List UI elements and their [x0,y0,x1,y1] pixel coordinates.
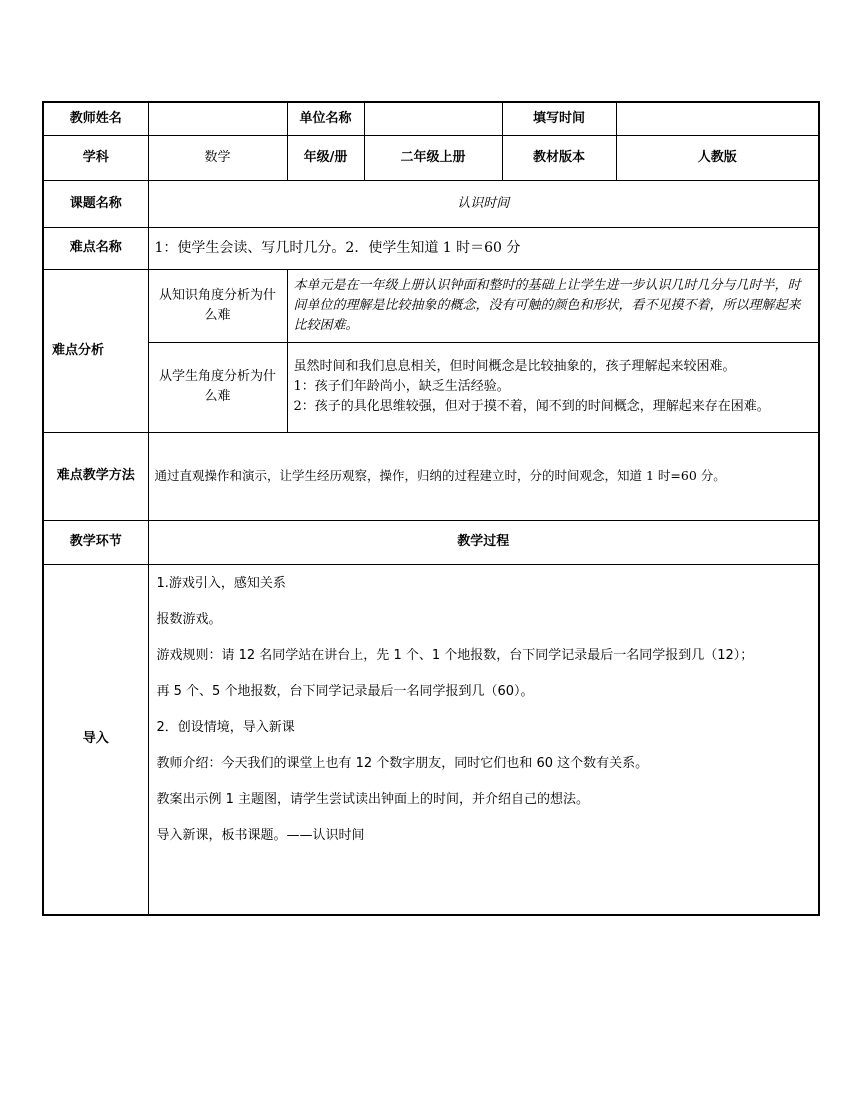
method-row [43,432,819,520]
difficulty-value: 1：使学生会读、写几时几分。2．使学生知道 1 时＝60 分 [148,227,819,269]
difficulty-row [43,227,819,269]
topic-row [43,180,819,227]
unit-value [364,102,502,135]
teacher-name-label: 教师姓名 [43,102,148,135]
unit-label: 单位名称 [287,102,364,135]
stage-header-label: 教学环节 [43,520,148,564]
edition-label: 教材版本 [502,135,616,180]
intro-stage-label: 导入 [43,564,148,915]
intro-paragraph: 报数游戏。 [156,611,222,627]
student-angle-text [287,342,819,432]
intro-paragraph: 2．创设情境，导入新课 [156,719,295,735]
process-header-row [43,520,819,564]
analysis-knowledge-row [43,269,819,342]
intro-paragraph: 1.游戏引入，感知关系 [156,575,286,591]
intro-paragraph: 游戏规则：请 12 名同学站在讲台上，先 1 个、1 个地报数，台下同学记录最后一名同学报到几（12）； [156,647,754,663]
lesson-plan-table [42,101,820,916]
intro-row [43,564,819,915]
student-angle-line: 2：孩子的具化思维较强，但对于摸不着，闻不到的时间概念，理解起来存在困难。 [293,399,770,414]
grade-label: 年级/册 [287,135,364,180]
student-angle-line: 1：孩子们年龄尚小，缺乏生活经验。 [293,379,510,394]
header-row-1 [43,102,819,135]
method-label: 难点教学方法 [43,432,148,520]
fill-time-label: 填写时间 [502,102,616,135]
process-header-label: 教学过程 [148,520,819,564]
method-value: 通过直观操作和演示，让学生经历观察，操作，归纳的过程建立时，分的时间观念，知道 1 时=60 分。 [148,432,819,520]
intro-paragraph: 教师介绍：今天我们的课堂上也有 12 个数字朋友，同时它们也和 60 这个数有关系。 [156,755,649,771]
intro-paragraph: 再 5 个、5 个地报数，台下同学记录最后一名同学报到几（60）。 [156,683,534,699]
subject-value: 数学 [148,135,287,180]
header-row-2 [43,135,819,180]
intro-paragraph: 导入新课，板书课题。——认识时间 [156,827,365,843]
topic-value: 认识时间 [148,180,819,227]
student-angle-line: 虽然时间和我们息息相关，但时间概念是比较抽象的，孩子理解起来较困难。 [293,359,736,374]
fill-time-value [616,102,819,135]
grade-value: 二年级上册 [364,135,502,180]
knowledge-angle-text: 本单元是在一年级上册认识钟面和整时的基础上让学生进一步认识几时几分与几时半，时间单位的理解是比较抽象的概念，没有可触的颜色和形状，看不见摸不着，所以理解起来比较困难。 [287,269,819,342]
student-angle-label: 从学生角度分析为什么难 [148,342,287,432]
teacher-name-value [148,102,287,135]
edition-value: 人教版 [616,135,819,180]
knowledge-angle-label: 从知识角度分析为什么难 [148,269,287,342]
subject-label: 学科 [43,135,148,180]
difficulty-label: 难点名称 [43,227,148,269]
analysis-student-row [43,342,819,432]
analysis-label: 难点分析 [43,269,148,432]
intro-process-content [148,564,819,915]
topic-label: 课题名称 [43,180,148,227]
intro-paragraph: 教案出示例 1 主题图，请学生尝试读出钟面上的时间，并介绍自己的想法。 [156,791,590,807]
